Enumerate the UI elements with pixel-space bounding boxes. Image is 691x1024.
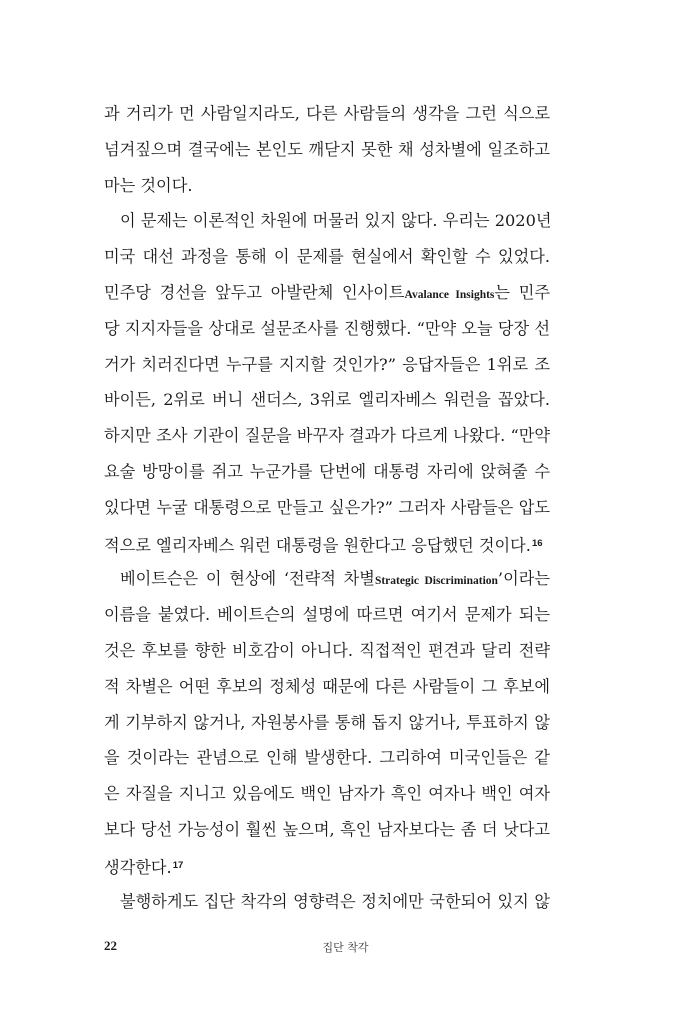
text-line [104,526,550,562]
paragraph-start-line [104,561,550,597]
page-footer [0,938,691,958]
text-line: 마는 것이다. [104,175,193,195]
text-line [104,848,550,884]
text-line: 을 것이라는 관념으로 인해 발생한다. 그리하여 미국인들은 같 [104,748,550,768]
running-title: 집단 착각 [322,941,369,954]
english-term-avalance: Avalance Insights [404,288,495,301]
text-line: 과 거리가 먼 사람일지라도, 다른 사람들의 생각을 그런 식으로 [104,104,550,123]
paragraph-start-line: 이 문제는 이론적인 차원에 머물러 있지 않다. 우리는 2020년 [120,211,552,231]
text-line: 적 차별은 어떤 후보의 정체성 때문에 다른 사람들이 그 후보에 [104,676,550,696]
text-line: 바이든, 2위로 버니 샌더스, 3위로 엘리자베스 워런을 꼽았다. [104,390,550,410]
text-line: 이름을 붙였다. 베이트슨의 설명에 따르면 여기서 문제가 되는 [104,605,550,625]
page-number: 22 [104,938,117,953]
text-line: 거가 치러진다면 누구를 지지할 것인가?” 응답자들은 1위로 조 [104,354,550,374]
text-line: 요술 방망이를 쥐고 누군가를 단번에 대통령 자리에 앉혀줄 수 [104,461,550,481]
text-fragment: 적으로 엘리자베스 워런 대통령을 원한다고 응답했던 것이다. [104,535,531,555]
text-line [104,275,550,311]
text-fragment: 베이트슨은 이 현상에 ‘전략적 차별 [120,569,375,589]
footnote-marker-17: 17 [172,859,184,871]
text-line: 게 기부하지 않거나, 자원봉사를 통해 돕지 않거나, 투표하지 않 [104,712,550,732]
body-text [104,96,550,919]
text-line: 미국 대선 과정을 통해 이 문제를 현실에서 확인할 수 있었다. [104,247,550,267]
text-fragment: 민주당 경선을 앞두고 아발란체 인사이트 [104,282,405,302]
footnote-marker-16: 16 [531,537,543,549]
paragraph-start-line: 불행하게도 집단 착각의 영향력은 정치에만 국한되어 있지 않 [120,891,550,911]
text-line: 당 지지자들을 상대로 설문조사를 진행했다. “만약 오늘 당장 선 [104,318,550,338]
text-line: 은 자질을 지니고 있음에도 백인 남자가 흑인 여자나 백인 여자 [104,784,550,804]
text-line: 하지만 조사 기관이 질문을 바꾸자 결과가 다르게 나왔다. “만약 [104,426,550,446]
english-term-strategic: Strategic Discrimination [374,575,498,588]
text-line: 보다 당선 가능성이 훨씬 높으며, 흑인 남자보다는 좀 더 낫다고 [104,819,550,839]
text-line: 있다면 누굴 대통령으로 만들고 싶은가?” 그러자 사람들은 압도 [104,497,550,517]
text-fragment: 는 민주 [494,282,551,302]
text-line: 넘겨짚으며 결국에는 본인도 깨닫지 못한 채 성차별에 일조하고 [104,139,550,159]
text-fragment: ’이라는 [497,569,550,589]
text-fragment: 생각한다. [104,857,172,877]
text-line: 것은 후보를 향한 비호감이 아니다. 직접적인 편견과 달리 전략 [104,640,550,660]
